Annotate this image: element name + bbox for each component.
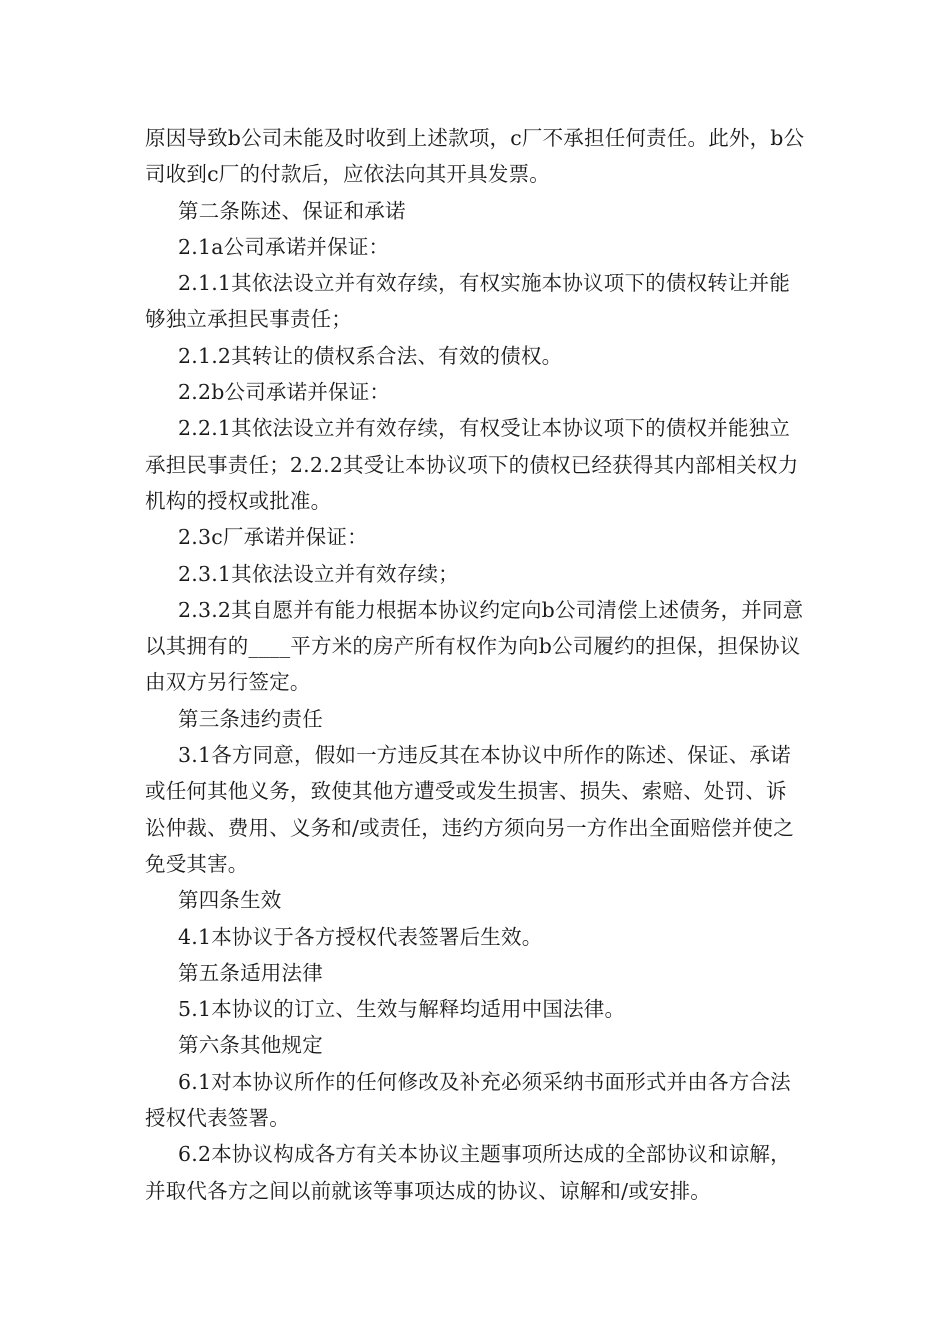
document-body [145,120,805,1209]
article-4-heading: 第四条生效 [178,888,282,913]
paragraph-2-1-1: 2.1.1其依法设立并有效存续，有权实施本协议项下的债权转让并能够独立承担民事责任； [145,271,791,332]
paragraph-6-1: 6.1对本协议所作的任何修改及补充必须采纳书面形式并由各方合法授权代表签署。 [145,1069,791,1131]
paragraph-2-1: 2.1a公司承诺并保证： [178,234,390,259]
paragraph-2-1-2: 2.1.2其转让的债权系合法、有效的债权。 [178,343,563,368]
paragraph-4-1: 4.1本协议于各方授权代表签署后生效。 [178,924,543,949]
paragraph-5-1: 5.1本协议的订立、生效与解释均适用中国法律。 [178,997,626,1022]
paragraph-2-2-1: 2.2.1其依法设立并有效存续，有权受让本协议项下的债权并能独立承担民事责任；2.2.2其受让本协议项下的债权已经获得其内部相关权力机构的授权或批准。 [145,416,799,513]
article-2-heading: 第二条陈述、保证和承诺 [178,198,406,223]
article-6-heading: 第六条其他规定 [178,1033,323,1058]
paragraph-3-1: 3.1各方同意，假如一方违反其在本协议中所作的陈述、保证、承诺或任何其他义务，致使其他方遭受或发生损害、损失、索赔、处罚、诉讼仲裁、费用、义务和/或责任，违约方须向另一方作出全面赔偿并使之免受其害。 [145,743,794,876]
paragraph-0: 原因导致b公司未能及时收到上述款项，c厂不承担任何责任。此外，b公司收到c厂的付款后，应依法向其开具发票。 [145,126,805,187]
paragraph-2-3-1: 2.3.1其依法设立并有效存续； [178,561,459,586]
article-5-heading: 第五条适用法律 [178,960,323,985]
paragraph-2-3-2: 2.3.2其自愿并有能力根据本协议约定向b公司清偿上述债务，并同意以其拥有的____平方米的房产所有权作为向b公司履约的担保，担保协议由双方另行签定。 [145,597,804,695]
paragraph-2-3: 2.3c厂承诺并保证： [178,525,368,550]
paragraph-2-2: 2.2b公司承诺并保证： [178,380,391,405]
article-3-heading: 第三条违约责任 [178,706,323,731]
paragraph-6-2: 6.2本协议构成各方有关本协议主题事项所达成的全部协议和谅解，并取代各方之间以前就该等事项达成的协议、谅解和/或安排。 [145,1142,791,1203]
